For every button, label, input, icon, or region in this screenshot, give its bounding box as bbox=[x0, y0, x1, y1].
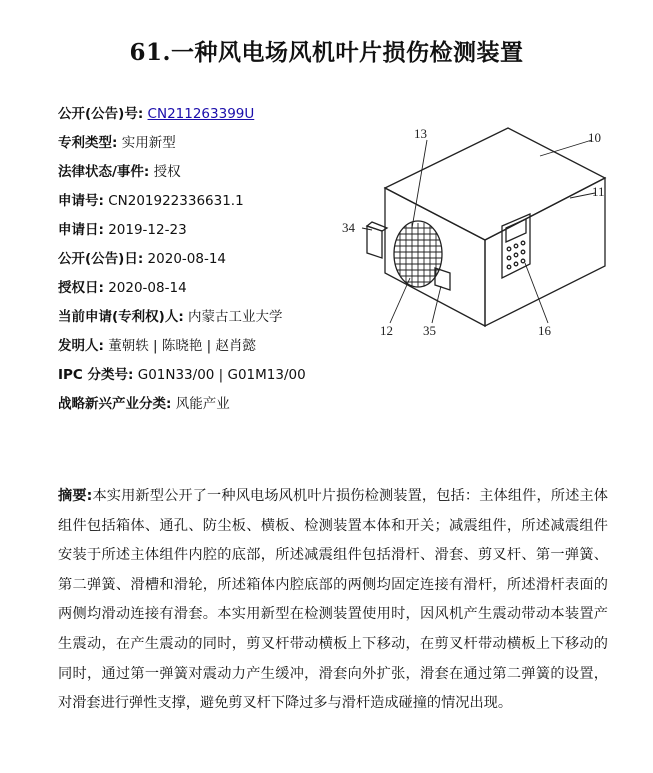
vent-mesh bbox=[388, 223, 448, 288]
label-12: 12 bbox=[380, 323, 393, 338]
meta-applicant bbox=[58, 306, 358, 335]
meta-value: G01N33/00 | G01M13/00 bbox=[137, 367, 306, 383]
meta-value: 2019-12-23 bbox=[108, 222, 187, 238]
label-35: 35 bbox=[423, 323, 436, 338]
meta-value: 实用新型 bbox=[121, 135, 176, 151]
leader-lines bbox=[362, 140, 595, 323]
document-title: 61.一种风电场风机叶片损伤检测装置 bbox=[129, 39, 524, 66]
panel-buttons bbox=[507, 241, 525, 269]
meta-value: 授权 bbox=[153, 164, 181, 180]
label-16: 16 bbox=[538, 323, 551, 338]
dust-plate-right bbox=[435, 268, 450, 290]
meta-value: 2020-08-14 bbox=[147, 251, 227, 267]
patent-figure bbox=[330, 118, 630, 348]
meta-key: 战略新兴产业分类: bbox=[58, 396, 172, 412]
meta-key: 授权日: bbox=[58, 280, 104, 296]
label-10: 10 bbox=[588, 130, 601, 145]
meta-ipc bbox=[58, 364, 358, 393]
meta-key: 公开(公告)号: bbox=[58, 106, 144, 122]
meta-legal-status bbox=[58, 161, 358, 190]
box-side-face bbox=[485, 178, 605, 326]
meta-grant-date bbox=[58, 277, 358, 306]
label-13: 13 bbox=[414, 126, 427, 141]
meta-publication-number bbox=[58, 103, 358, 132]
meta-key: 当前申请(专利权)人: bbox=[58, 309, 184, 325]
meta-key: 申请日: bbox=[58, 222, 104, 238]
meta-publication-date bbox=[58, 248, 358, 277]
meta-industry bbox=[58, 393, 358, 422]
abstract-text: 本实用新型公开了一种风电场风机叶片损伤检测装置，包括：主体组件，所述主体组件包括箱体、通孔、防尘板、横板、检测装置本体和开关；减震组件，所述减震组件安装于所述主体组件内腔的底部，所述减震组件包括滑杆、滑套、剪叉杆、第一弹簧、第二弹簧、滑槽和滑轮，所述箱体内腔底部的两侧均固定连接有滑杆，所述滑杆表面的两侧均滑动连接有滑套。本实用新型在检测装置使用时，因风机产生震动带动本装置产生震动，在产生震动的同时，剪叉杆带动横板上下移动，在剪叉杆带动横板上下移动的同时，通过第一弹簧对震动力产生缓冲，滑套向外扩张，滑套在通过第二弹簧的设置，对滑套进行弹性支撑，避免剪叉杆下降过多与滑杆造成碰撞的情况出现。 bbox=[58, 488, 608, 712]
meta-key: IPC 分类号: bbox=[58, 367, 134, 383]
meta-value: 内蒙古工业大学 bbox=[188, 309, 283, 325]
meta-value: 2020-08-14 bbox=[108, 280, 187, 296]
meta-application-date bbox=[58, 219, 358, 248]
patent-meta bbox=[58, 103, 358, 422]
abstract-label: 摘要: bbox=[58, 488, 93, 504]
meta-key: 公开(公告)日: bbox=[58, 251, 144, 267]
meta-value: 风能产业 bbox=[175, 396, 230, 412]
meta-key: 发明人: bbox=[58, 338, 104, 354]
meta-application-number bbox=[58, 190, 358, 219]
meta-key: 专利类型: bbox=[58, 135, 118, 151]
device-drawing bbox=[330, 118, 630, 348]
publication-number-link[interactable]: CN211263399U bbox=[147, 106, 255, 122]
meta-inventors bbox=[58, 335, 358, 364]
abstract bbox=[58, 482, 608, 719]
meta-key: 申请号: bbox=[58, 193, 104, 209]
meta-value: CN201922336631.1 bbox=[108, 193, 244, 209]
label-11: 11 bbox=[592, 184, 605, 199]
meta-patent-type bbox=[58, 132, 358, 161]
meta-key: 法律状态/事件: bbox=[58, 164, 150, 180]
meta-value: 董朝轶 | 陈晓艳 | 赵肖懿 bbox=[108, 338, 256, 354]
label-34: 34 bbox=[342, 220, 355, 235]
